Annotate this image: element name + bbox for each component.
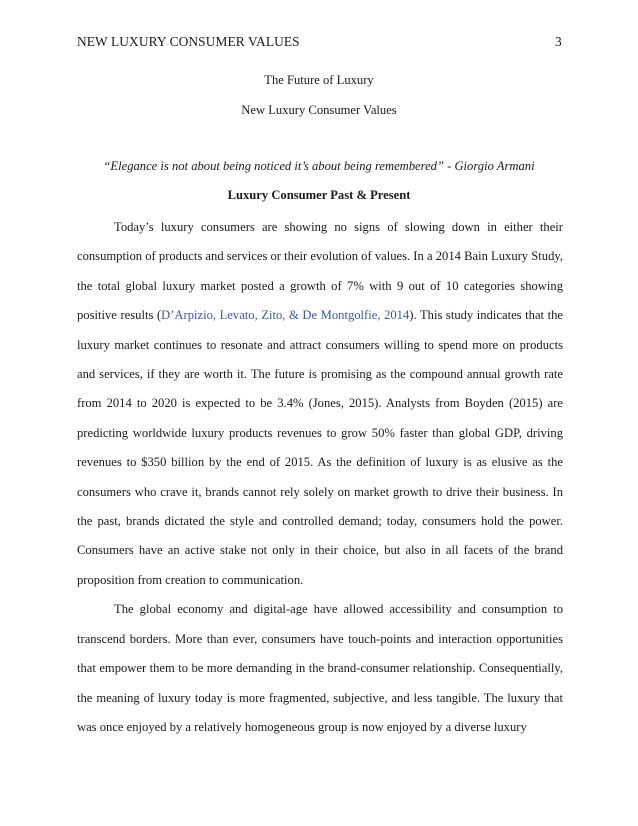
page-number: 3 <box>555 34 562 49</box>
epigraph-quote: “Elegance is not about being noticed it’s about being remembered” - Giorgio Armani <box>103 159 535 173</box>
running-head: NEW LUXURY CONSUMER VALUES <box>77 34 300 49</box>
body-text <box>77 213 563 742</box>
section-heading: Luxury Consumer Past & Present <box>227 188 411 202</box>
paragraph-1-text-b: ). This study indicates that the luxury market continues to resonate and attract consumers willing to spend more on products and services, if they are worth it. The future is promising as the compound annual growth rate from 2014 to 2020 is expected to be 3.4% (Jones, 2015). Analysts from Boyden (2015) are predicting worldwide luxury products revenues to grow 50% faster than global GDP, driving revenues to $350 billion by the end of 2015. As the definition of luxury is as elusive as the consumers who crave it, brands cannot rely solely on market growth to drive their business. In the past, brands dictated the style and controlled demand; today, consumers hold the power. Consumers have an active stake not only in their choice, but also in all facets of the brand proposition from creation to communication. <box>77 308 564 587</box>
paragraph-1 <box>77 213 563 595</box>
paper-subtitle: New Luxury Consumer Values <box>241 103 397 117</box>
paragraph-2: The global economy and digital-age have allowed accessibility and consumption to transcend borders. More than ever, consumers have touch-points and interaction opportunities that empower them to be more demanding in the brand-consumer relationship. Consequentially, the meaning of luxury today is more fragmented, subjective, and less tangible. The luxury that was once enjoyed by a relatively homogeneous group is now enjoyed by a diverse luxury <box>77 602 563 734</box>
paragraph-1-text-a: Today’s luxury consumers are showing no signs of slowing down in either their consumption of products and services or their evolution of values. In a 2014 Bain Luxury Study, the total global luxury market posted a growth of 7% with 9 out of 10 categories showing positive results ( <box>77 220 563 323</box>
citation-link[interactable]: D’Arpizio, Levato, Zito, & De Montgolfie, 2014 <box>161 308 410 323</box>
paper-title: The Future of Luxury <box>264 73 374 87</box>
